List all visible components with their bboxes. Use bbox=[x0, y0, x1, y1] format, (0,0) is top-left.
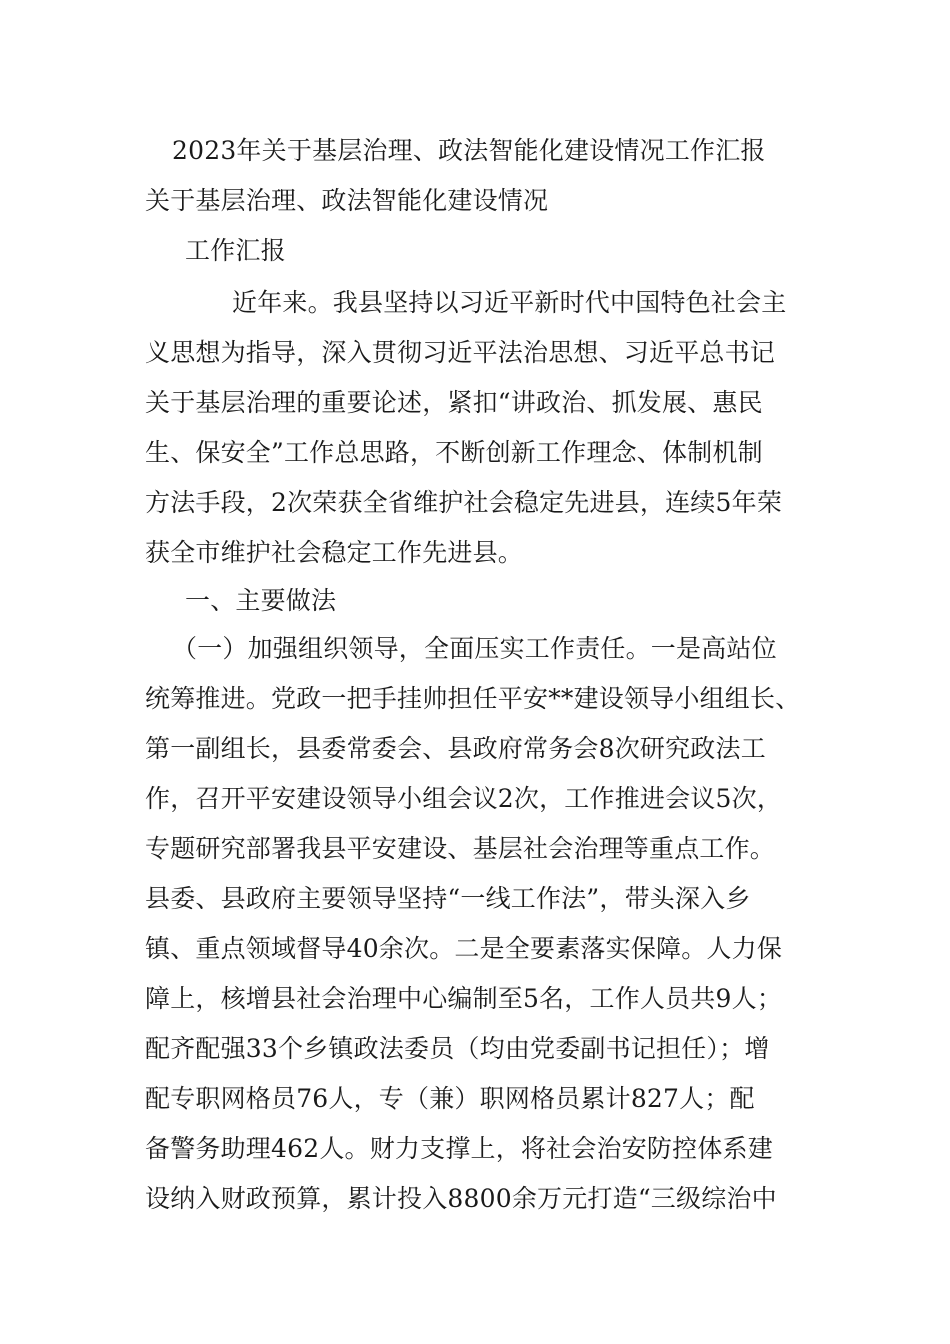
section-heading: 一、主要做法 bbox=[185, 586, 337, 615]
section-paragraph-line: 障上，核增县社会治理中心编制至5名，工作人员共9人； bbox=[145, 984, 783, 1013]
section-paragraph-line: 作，召开平安建设领导小组会议2次，工作推进会议5次， bbox=[145, 784, 783, 813]
section-paragraph-line: 配齐配强33个乡镇政法委员（均由党委副书记担任）；增 bbox=[145, 1034, 770, 1063]
section-paragraph-line: 设纳入财政预算，累计投入8800余万元打造“三级综治中 bbox=[145, 1184, 777, 1213]
document-subtitle-line-2: 工作汇报 bbox=[185, 236, 286, 265]
intro-paragraph-line: 关于基层治理的重要论述，紧扣“讲政治、抓发展、惠民 bbox=[145, 388, 763, 417]
intro-paragraph-line: 生、保安全”工作总思路，不断创新工作理念、体制机制 bbox=[145, 438, 763, 467]
intro-paragraph-line: 方法手段，2次荣获全省维护社会稳定先进县，连续5年荣 bbox=[145, 488, 783, 517]
section-paragraph-line: （一）加强组织领导，全面压实工作责任。一是高站位 bbox=[172, 634, 777, 663]
section-paragraph-line: 统筹推进。党政一把手挂帅担任平安**建设领导小组组长、 bbox=[145, 684, 801, 713]
section-paragraph-line: 第一副组长，县委常委会、县政府常务会8次研究政法工 bbox=[145, 734, 766, 763]
intro-paragraph-line: 获全市维护社会稳定工作先进县。 bbox=[145, 538, 524, 567]
section-paragraph-line: 配专职网格员76人，专（兼）职网格员累计827人；配 bbox=[145, 1084, 755, 1113]
section-paragraph-line: 备警务助理462人。财力支撑上，将社会治安防控体系建 bbox=[145, 1134, 773, 1163]
document-title: 2023年关于基层治理、政法智能化建设情况工作汇报 bbox=[172, 136, 766, 165]
section-paragraph-line: 县委、县政府主要领导坚持“一线工作法”，带头深入乡 bbox=[145, 884, 751, 913]
document-subtitle-line-1: 关于基层治理、政法智能化建设情况 bbox=[145, 186, 549, 215]
section-paragraph-line: 镇、重点领域督导40余次。二是全要素落实保障。人力保 bbox=[145, 934, 783, 963]
section-paragraph-line: 专题研究部署我县平安建设、基层社会治理等重点工作。 bbox=[145, 834, 776, 863]
intro-paragraph-line: 义思想为指导，深入贯彻习近平法治思想、习近平总书记 bbox=[145, 338, 776, 367]
intro-paragraph-line: 近年来。我县坚持以习近平新时代中国特色社会主 bbox=[232, 288, 787, 317]
